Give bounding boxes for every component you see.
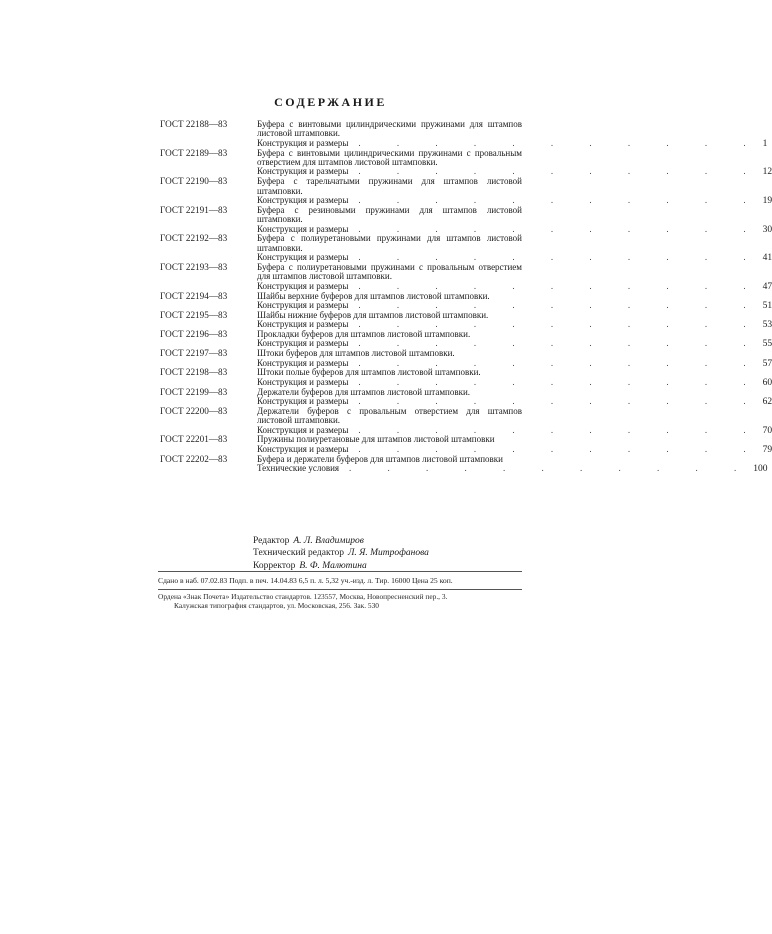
toc-entry-body (257, 405, 772, 436)
toc-standard-number: ГОСТ 22201—83 (160, 434, 228, 445)
toc-standard-number: ГОСТ 22196—83 (160, 329, 228, 340)
toc-page-number: 41 (762, 253, 772, 264)
toc-entry-title: Держатели буферов для штампов листовой штамповки. (257, 386, 471, 397)
toc-entry-body (257, 367, 772, 388)
table-of-contents (160, 119, 772, 475)
printer-line-1: Ордена «Знак Почета» Издательство стандартов. 123557, Москва, Новопресненский пер., 3. (158, 592, 448, 601)
toc-page-number: 62 (762, 397, 772, 408)
toc-entry-body (257, 233, 772, 264)
toc-entry-title: Буфера и держатели буферов для штампов листовой штамповки (257, 453, 503, 464)
toc-subentry-label: Конструкция и размеры (257, 357, 349, 368)
toc-standard-number: ГОСТ 22197—83 (160, 348, 228, 359)
dot-leader: . . . . . . . . . . . (358, 338, 763, 349)
toc-subentry-label: Технические условия (257, 463, 340, 474)
divider-top (158, 571, 522, 572)
toc-page-number: 19 (762, 196, 772, 207)
toc-entry-title: Держатели буферов с провальным отверстием для штампов листовой штамповки. (257, 405, 522, 426)
toc-standard-number: ГОСТ 22194—83 (160, 290, 228, 301)
editor-role: Редактор (253, 536, 290, 546)
toc-entry (160, 348, 772, 369)
toc-standard-number: ГОСТ 22195—83 (160, 309, 228, 320)
toc-entry-body (257, 290, 772, 312)
dot-leader: . . . . . . . . . . . (358, 357, 763, 368)
toc-subentry-label: Конструкция и размеры (257, 443, 349, 454)
toc-entry-body (257, 309, 772, 331)
toc-entry-title: Шайбы верхние буферов для штампов листовой штамповки. (257, 290, 490, 301)
dot-leader: . . . . . . . . . . . (358, 195, 763, 206)
toc-page-number: 51 (762, 301, 772, 312)
dot-leader: . . . . . . . . . . . (358, 280, 763, 291)
toc-subentry (257, 463, 768, 475)
toc-subentry-label: Конструкция и размеры (257, 223, 349, 234)
toc-entry-body (257, 119, 768, 149)
toc-standard-number: ГОСТ 22193—83 (160, 262, 228, 273)
toc-entry (160, 329, 772, 350)
toc-entry-title: Буфера с винтовыми цилиндрическими пружинами для штампов листовой штамповки. (257, 119, 522, 139)
imprint-line: Сдано в наб. 07.02.83 Подп. в печ. 14.04.83 6,5 п. л. 5,32 уч.-изд. л. Тир. 16000 Цена 25 коп. (158, 576, 453, 585)
toc-subentry-label: Конструкция и размеры (257, 195, 349, 206)
editor-line (253, 535, 429, 547)
toc-page-number: 47 (762, 281, 772, 292)
toc-standard-number: ГОСТ 22188—83 (160, 119, 228, 129)
toc-subentry-label: Конструкция и размеры (257, 424, 349, 435)
toc-subentry-label: Конструкция и размеры (257, 252, 349, 263)
toc-subentry-label: Конструкция и размеры (257, 166, 349, 177)
toc-standard-number: ГОСТ 22190—83 (160, 176, 228, 187)
dot-leader: . . . . . . . . . . . (358, 223, 763, 234)
tech-editor-role: Технический редактор (253, 548, 344, 559)
toc-entry-body (257, 434, 772, 455)
dot-leader: . . . . . . . . . . . (358, 319, 763, 330)
dot-leader: . . . . . . . . . . . (358, 443, 763, 454)
dot-leader: . . . . . . . . . . . (358, 376, 763, 387)
dot-leader: . . . . . . . . . . . (358, 137, 763, 148)
toc-entry-title: Шайбы нижние буферов для штампов листовой штамповки. (257, 309, 489, 320)
toc-subentry-label: Конструкция и размеры (257, 319, 349, 330)
toc-page-number: 30 (762, 224, 772, 235)
dot-leader: . . . . . . . . . . . (358, 300, 763, 311)
toc-standard-number: ГОСТ 22200—83 (160, 405, 228, 416)
printer-line-2: Калужская типография стандартов, ул. Московская, 256. Зак. 530 (174, 600, 379, 610)
toc-entry (160, 233, 772, 264)
toc-page-number: 70 (762, 425, 772, 436)
toc-entry-body (257, 348, 772, 369)
proofreader-role: Корректор (253, 560, 296, 571)
toc-entry-title: Прокладки буферов для штампов листовой штамповки. (257, 329, 471, 340)
toc-entry-title: Штоки полые буферов для штампов листовой штамповки. (257, 367, 481, 378)
page-title: СОДЕРЖАНИЕ (274, 95, 387, 109)
toc-entry-title: Буфера с резиновыми пружинами для штампов листовой штамповки. (257, 204, 522, 225)
toc-page-number: 60 (762, 377, 772, 388)
toc-entry-title: Буфера с винтовыми цилиндрическими пружинами с провальным отверстием для штампов листовой штамповки. (257, 147, 522, 168)
toc-entry-title: Буфера с полиуретановыми пружинами с провальным отверстием для штампов листовой штамповки. (257, 262, 522, 282)
tech-editor-name: Л. Я. Митрофанова (347, 548, 429, 559)
editor-name: А. Л. Владимиров (293, 536, 364, 546)
toc-entry (160, 386, 772, 408)
toc-entry (160, 434, 772, 455)
toc-standard-number: ГОСТ 22198—83 (160, 367, 228, 378)
toc-subentry-label: Конструкция и размеры (257, 137, 349, 148)
toc-entry-body (257, 329, 772, 350)
toc-standard-number: ГОСТ 22191—83 (160, 204, 228, 215)
toc-entry-body (257, 176, 772, 207)
dot-leader: . . . . . . . . . . . (358, 166, 763, 177)
tech-editor-line (253, 547, 429, 559)
toc-subentry-label: Конструкция и размеры (257, 300, 349, 311)
toc-page-number: 57 (762, 358, 772, 369)
dot-leader: . . . . . . . . . . . (358, 396, 763, 407)
toc-page-number: 79 (762, 444, 772, 455)
toc-standard-number: ГОСТ 22202—83 (160, 453, 228, 464)
toc-entry-body (257, 204, 772, 235)
printer-info (158, 593, 522, 610)
toc-subentry-label: Конструкция и размеры (257, 376, 349, 387)
toc-page-number: 55 (762, 339, 772, 350)
dot-leader: . . . . . . . . . . . (358, 252, 763, 263)
toc-entry-body (257, 147, 772, 178)
toc-entry-body (257, 262, 772, 292)
toc-page-number: 100 (753, 464, 768, 475)
toc-entry (160, 405, 772, 436)
toc-subentry-label: Конструкция и размеры (257, 396, 349, 407)
toc-entry (160, 204, 772, 235)
toc-entry (160, 262, 772, 292)
toc-page-number: 53 (762, 320, 772, 331)
toc-page-number: 1 (762, 138, 768, 149)
dot-leader: . . . . . . . . . . . (358, 424, 763, 435)
toc-entry-body (257, 453, 768, 475)
toc-entry-body (257, 386, 772, 408)
toc-page-number: 12 (762, 167, 772, 178)
toc-entry (160, 176, 772, 207)
toc-standard-number: ГОСТ 22192—83 (160, 233, 228, 244)
toc-entry (160, 367, 772, 388)
toc-standard-number: ГОСТ 22189—83 (160, 147, 228, 158)
credits (253, 535, 429, 572)
toc-subentry-label: Конструкция и размеры (257, 280, 349, 291)
toc-entry (160, 290, 772, 312)
toc-entry-title: Буфера с тарельчатыми пружинами для штампов листовой штамповки. (257, 176, 522, 196)
toc-entry (160, 309, 772, 331)
toc-subentry-label: Конструкция и размеры (257, 338, 349, 349)
toc-entry (160, 119, 768, 149)
toc-entry (160, 147, 772, 178)
toc-entry-title: Штоки буферов для штампов листовой штамповки. (257, 348, 455, 359)
toc-entry-title: Пружины полиуретановые для штампов листовой штамповки (257, 434, 495, 445)
dot-leader: . . . . . . . . . . . (349, 463, 754, 474)
divider-bottom (158, 589, 522, 590)
toc-entry-title: Буфера с полиуретановыми пружинами для штампов листовой штамповки. (257, 233, 522, 253)
toc-standard-number: ГОСТ 22199—83 (160, 386, 228, 397)
toc-entry (160, 453, 768, 475)
proofreader-name: В. Ф. Малютина (299, 560, 367, 571)
